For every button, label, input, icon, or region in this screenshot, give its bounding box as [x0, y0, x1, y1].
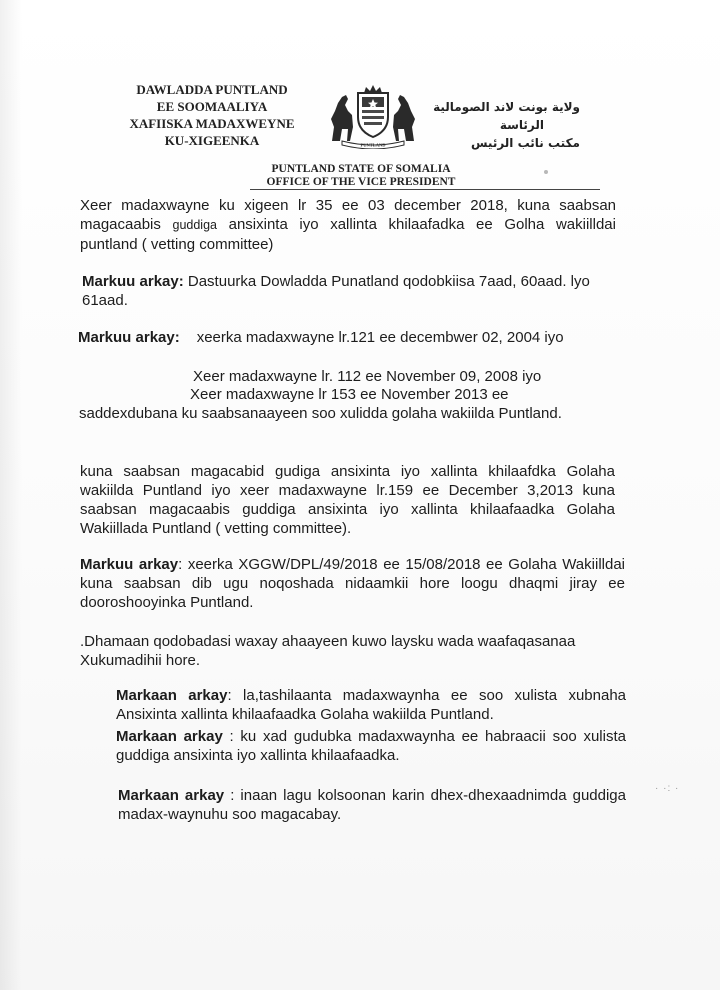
letterhead-somali-line-3: XAFIISKA MADAXWEYNE	[129, 116, 295, 131]
decree-intro-text-a: Xeer madaxwayne ku xigeen lr 35 ee 03 december 2018, kuna saabsan magacaabis	[80, 197, 616, 233]
decree-112-line: Xeer madaxwayne lr. 112 ee November 09, 2008 iyo	[193, 368, 542, 385]
recital-violation	[116, 727, 626, 765]
emblem-ribbon-text: PUNTLAND	[360, 142, 386, 148]
letterhead-arabic-line-2: الرئاسة	[499, 118, 544, 132]
recital-label: Markuu arkay	[80, 556, 179, 573]
letterhead-arabic	[420, 98, 580, 152]
recital-label: Markuu arkay:	[78, 329, 180, 346]
page-shadow	[0, 0, 22, 990]
recital-consultation	[116, 686, 626, 724]
recital-text: : ku xad gudubka madaxwaynha ee habraacii soo xulista guddiga ansixinta iyo xallinta khilaafaadka.	[116, 728, 626, 764]
recital-text: xeerka madaxwayne lr.121 ee decembwer 02, 2004 iyo	[196, 329, 564, 346]
header-divider	[250, 189, 600, 190]
recital-text: Dastuurka Dowladda Punatland qodobkiisa 7aad, 60aad. lyo 61aad.	[82, 273, 590, 309]
recital-text: : inaan lagu kolsoonan karin dhex-dhexaadnimda guddiga madax-waynuhu soo magacabay.	[118, 787, 626, 823]
coat-of-arms-icon	[326, 83, 420, 149]
decree-intro-paragraph	[80, 196, 616, 254]
recital-text: : la,tashilaanta madaxwaynha ee soo xulista xubnaha Ansixinta xallinta khilaafaadka Golaha wakiilda Puntland.	[116, 687, 626, 723]
recital-constitution	[82, 272, 622, 310]
recital-text: : xeerka XGGW/DPL/49/2018 ee 15/08/2018 ee Golaha Wakiilldai kuna saabsan dib ugu noqoshada nidaamkii hore loogu dhaqmi jiray ee dooroshooyinka Puntland.	[80, 556, 625, 611]
letterhead-somali	[112, 81, 312, 149]
letterhead-somali-line-2: EE SOOMAALIYA	[156, 99, 268, 114]
letterhead-arabic-line-1: ولاية بونت لاند الصومالية	[433, 100, 580, 114]
stray-mark	[544, 170, 548, 174]
recital-label: Markaan arkay	[116, 728, 223, 745]
letterhead-english-line-1: PUNTLAND STATE OF SOMALIA	[271, 163, 451, 175]
vetting-committee-paragraph: kuna saabsan magacabid gudiga ansixinta iyo xallinta khilaafdka Golaha wakiilda Puntland iyo xeer madaxwayne lr.159 ee December 3,2013 kuna saabsan magacaabis guddiga ansixinta iyo xallinta khilaafaadka Golaha Wakiillada Puntland ( vetting committee).	[80, 463, 615, 537]
recital-neutrality	[118, 786, 626, 824]
recital-law-49	[80, 555, 625, 612]
articles-agreement-paragraph: .Dhamaan qodobadasi waxay ahaayeen kuwo laysku wada waafaqasanaa Xukumadihii hore.	[80, 633, 576, 669]
recital-label: Markaan arkay	[116, 687, 228, 704]
decree-153-line: Xeer madaxwayne lr 153 ee November 2013 ee	[190, 386, 509, 403]
decree-intro-text-small: guddiga	[172, 218, 217, 232]
letterhead-somali-line-4: KU-XIGEENKA	[164, 133, 260, 148]
recital-label: Markuu arkay:	[82, 273, 184, 290]
letterhead-english	[230, 163, 492, 189]
letterhead-english-line-2: OFFICE OF THE VICE PRESIDENT	[266, 176, 456, 188]
decree-intro-text-b: ansixinta iyo xallinta khilaafadka ee Golha wakiilldai puntland ( vetting committee)	[80, 216, 616, 253]
decrees-summary-line: saddexdubana ku saabsanaayeen soo xulidda golaha wakiilda Puntland.	[79, 405, 562, 422]
letterhead-arabic-line-3: مكتب نائب الرئيس	[470, 136, 580, 150]
recital-label: Markaan arkay	[118, 787, 225, 804]
letterhead-somali-line-1: DAWLADDA PUNTLAND	[136, 82, 288, 97]
scan-artifact: · ·: ·	[655, 783, 680, 794]
recital-decree-121	[78, 328, 564, 347]
